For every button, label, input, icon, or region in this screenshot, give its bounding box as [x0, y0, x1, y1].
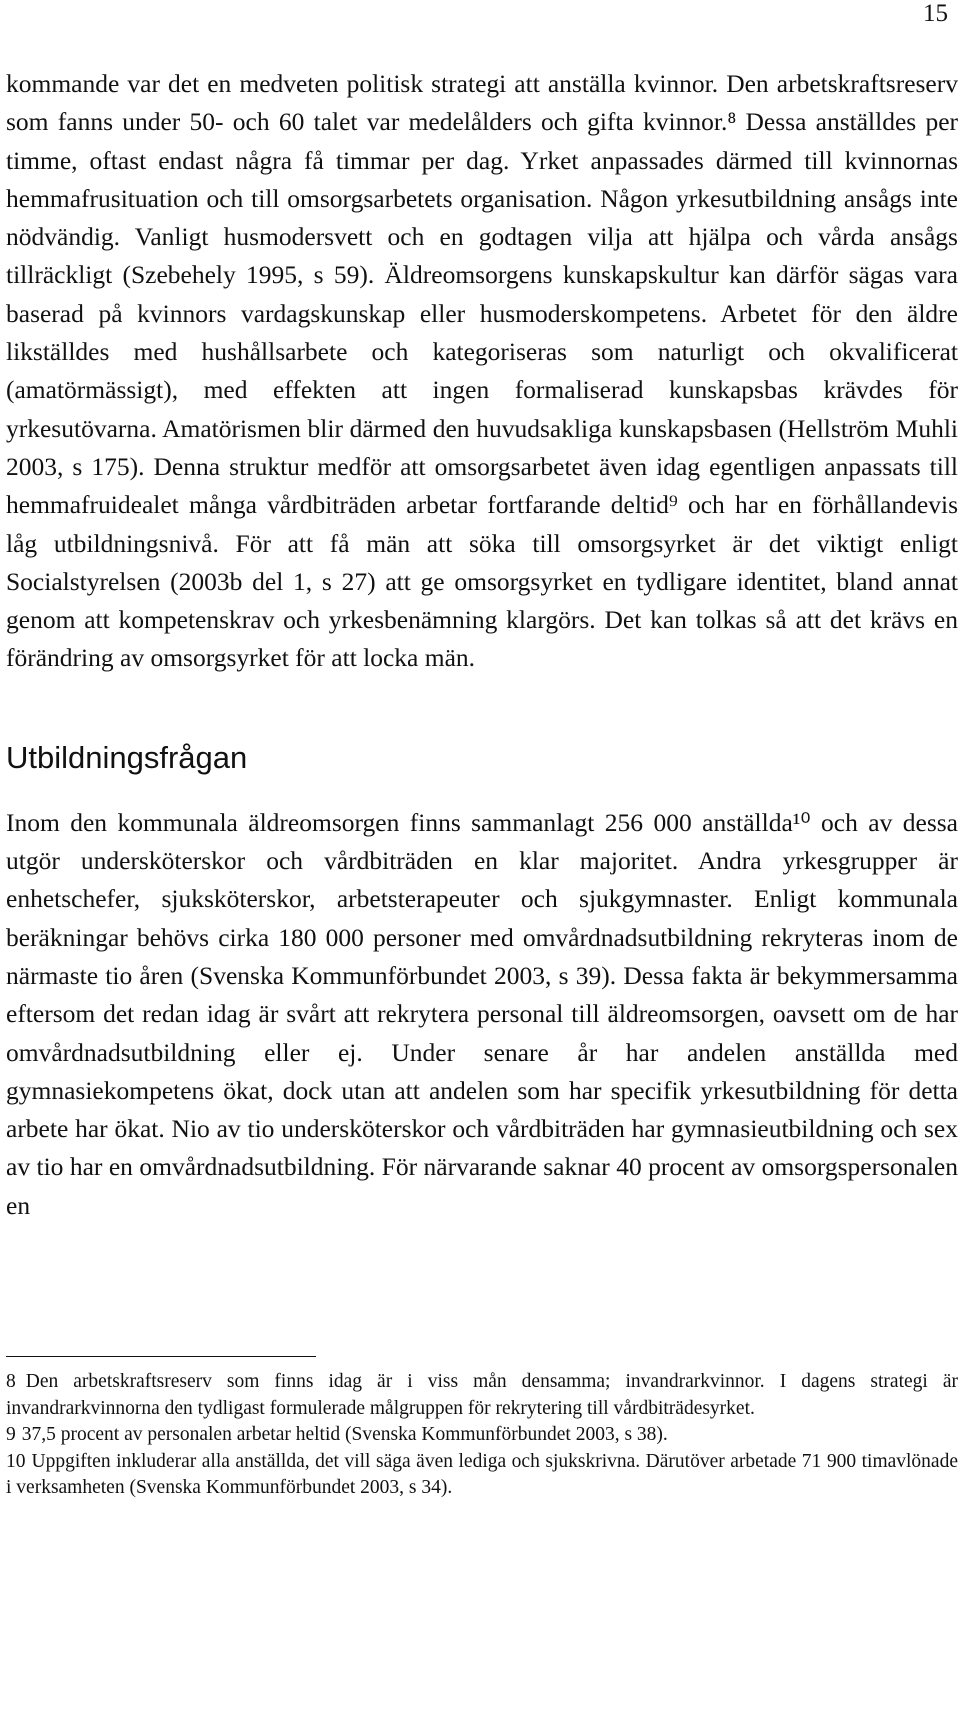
footnote-10: [6, 1449, 958, 1502]
footnote-text: 37,5 procent av personalen arbetar heltid (Svenska Kommunförbundet 2003, s 38).: [21, 1424, 668, 1445]
footnote-number: 8: [6, 1371, 16, 1392]
footnote-separator: [6, 1356, 316, 1357]
footnote-number: 10: [6, 1450, 26, 1472]
main-content: [6, 65, 958, 1225]
footnote-9: [6, 1422, 958, 1449]
footnotes: [6, 1369, 958, 1502]
footnote-text: Den arbetskraftsreserv som finns idag är i viss mån densamma; invandrarkvinnor. I dagens strategi är invandrarkvinnorna den tydligast formulerade målgruppen för rekrytering till vårdbiträdesyrket.: [6, 1371, 958, 1419]
page-number: 15: [923, 0, 948, 27]
section-heading: Utbildningsfrågan: [6, 739, 248, 775]
body-paragraph-1: kommande var det en medveten politisk strategi att anställa kvinnor. Den arbetskraftsreserv som fanns under 50- och 60 talet var medelålders och gifta kvinnor.⁸ Dessa anställdes per timme, oftast endast några få timmar per dag. Yrket anpassades därmed till kvinnornas hemmafrusituation och till omsorgsarbetets organisation. Någon yrkesutbildning ansågs inte nödvändig. Vanligt husmodersvett och en godtagen vilja att hjälpa och vårda ansågs tillräckligt (Szebehely 1995, s 59). Äldreomsorgens kunskapskultur kan därför sägas vara baserad på kvinnors vardagskunskap eller husmoderskompetens. Arbetet för den äldre likställdes med hushållsarbete och kategoriseras som naturligt och okvalificerat (amatörmässigt), med effekten att ingen formaliserad kunskapsbas krävdes för yrkesutövarna. Amatörismen blir därmed den huvudsakliga kunskapsbasen (Hellström Muhli 2003, s 175). Denna struktur medför att omsorgsarbetet även idag egentligen anpassats till hemmafruidealet många vårdbiträden arbetar fortfarande deltid⁹ och har en förhållandevis låg utbildningsnivå. För att få män att söka till omsorgsyrket är det viktigt enligt Socialstyrelsen (2003b del 1, s 27) att ge omsorgsyrket en tydligare identitet, bland annat genom att kompetenskrav och yrkesbenämning klargörs. Det kan tolkas så att det krävs en förändring av omsorgsyrket för att locka män.: [6, 69, 958, 673]
footnote-number: 9: [6, 1424, 16, 1445]
footnote-8: [6, 1369, 958, 1422]
body-paragraph-2: Inom den kommunala äldreomsorgen finns sammanlagt 256 000 anställda¹⁰ och av dessa utgör undersköterskor och vårdbiträden en klar majoritet. Andra yrkesgrupper är enhetschefer, sjuksköterskor, arbetsterapeuter och sjukgymnaster. Enligt kommunala beräkningar behövs cirka 180 000 personer med omvårdnadsutbildning rekryteras inom de närmaste tio åren (Svenska Kommunförbundet 2003, s 39). Dessa fakta är bekymmersamma eftersom det redan idag är svårt att rekrytera personal till äldreomsorgen, oavsett om de har omvårdnadsutbildning eller ej. Under senare år har andelen anställda med gymnasiekompetens ökat, dock utan att andelen som har specifik yrkesutbildning för detta arbete har ökat. Nio av tio undersköterskor och vårdbiträden har gymnasieutbildning och sex av tio har en omvårdnadsutbildning. För närvarande saknar 40 procent av omsorgspersonalen en: [6, 807, 958, 1220]
footnote-text: Uppgiften inkluderar alla anställda, det vill säga även lediga och sjukskrivna. Därutöver arbetade 71 900 timavlönade i verksamheten (Svenska Kommunförbundet 2003, s 34).: [6, 1450, 958, 1498]
